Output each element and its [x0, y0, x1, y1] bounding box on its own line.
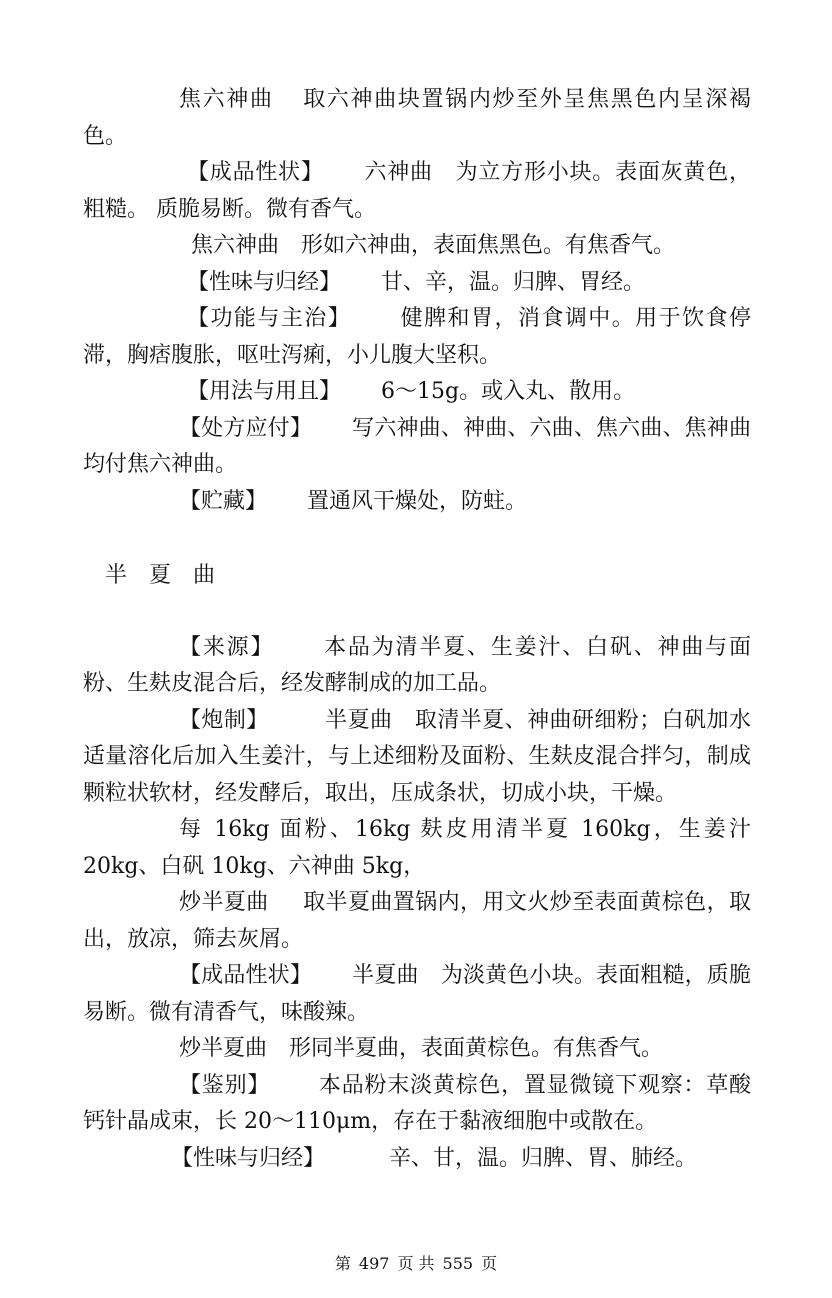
paragraph-yongfa-yongliang — [83, 374, 751, 411]
paragraph-body: 6～15g。或入丸、散用。 — [381, 379, 636, 404]
paragraph-head: 【来源】 — [179, 634, 275, 660]
paragraph-peifang — [83, 812, 751, 885]
paragraph-laiyuan — [83, 630, 751, 703]
paragraph-chao-banxiaqu-xingzhuang — [83, 1031, 751, 1068]
paragraph-body: 健脾和胃，消食调中。用于饮食停滞，胸痞腹胀，呕吐泻痢，小儿腹大坚积。 — [83, 306, 751, 368]
paragraph-head: 【鉴别】 — [179, 1072, 271, 1098]
paragraph-chengpin-xingzhuang — [83, 155, 751, 228]
paragraph-head: 炒半夏曲 — [179, 1036, 268, 1061]
paragraph-body: 写六神曲、神曲、六曲、焦六曲、焦神曲均付焦六神曲。 — [83, 415, 751, 477]
paragraph-head: 焦六神曲 — [179, 87, 274, 112]
paragraph-body: 本品为清半夏、生姜汁、白矾、神曲与面粉、生麸皮混合后，经发酵制成的加工品。 — [83, 634, 751, 696]
paragraph-head: 炒半夏曲 — [179, 890, 269, 915]
paragraph-head: 【成品性状】 — [187, 160, 324, 185]
paragraph-body: 甘、辛，温。归脾、胃经。 — [381, 269, 646, 295]
paragraph-body: 取六神曲块置锅内炒至外呈焦黑色内呈深褐色。 — [83, 87, 751, 149]
paragraph-body: 辛、甘，温。归脾、胃、肺经。 — [389, 1145, 698, 1171]
paragraph-head: 【处方应付】 — [179, 415, 312, 441]
paragraph-body: 取半夏曲置锅内，用文火炒至表面黄棕色，取出，放凉，筛去灰屑。 — [83, 890, 751, 952]
paragraph-chufang-yingfu — [83, 411, 751, 484]
paragraph-head: 【炮制】 — [179, 707, 269, 733]
paragraph-jianbie — [83, 1068, 751, 1141]
paragraph-paozhi — [83, 703, 751, 813]
footer-page-number: 497 — [358, 1254, 390, 1273]
paragraph-head: 【性味与归经】 — [187, 269, 342, 295]
footer-mid: 页 共 — [397, 1254, 435, 1273]
paragraph-body: 形如六神曲，表面焦黑色。有焦香气。 — [301, 233, 676, 258]
paragraph-head: 焦六神曲 — [191, 233, 280, 258]
paragraph-xingwei-guijing-2 — [83, 1141, 751, 1178]
footer-suffix: 页 — [481, 1254, 498, 1273]
paragraph-body: 半夏曲 为淡黄色小块。表面粗糙，质脆易断。微有清香气，味酸辣。 — [83, 963, 751, 1025]
paragraph-head: 【成品性状】 — [179, 963, 312, 988]
paragraph-head: 【性味与归经】 — [171, 1145, 326, 1171]
paragraph-xingwei-guijing — [83, 265, 751, 302]
paragraph-body: 形同半夏曲，表面黄棕色。有焦香气。 — [289, 1036, 664, 1061]
paragraph-gongneng-zhuzhi — [83, 301, 751, 374]
paragraph-body: 每 16kg 面粉、16kg 麸皮用清半夏 160kg，生姜汁 20kg、白矾 10kg、六神曲 5kg， — [83, 817, 751, 879]
paragraph-head: 【功能与主治】 — [187, 306, 352, 331]
footer-total-pages: 555 — [442, 1254, 474, 1273]
paragraph-jiao-liushenqu-xingzhuang — [83, 228, 751, 265]
paragraph-body: 本品粉末淡黄棕色，置显微镜下观察：草酸钙针晶成束，长 20～110μm，存在于黏液细胞中或散在。 — [83, 1072, 751, 1134]
section-title: 半夏曲 — [105, 563, 238, 588]
paragraph-body: 半夏曲 取清半夏、神曲研细粉；白矾加水适量溶化后加入生姜汁，与上述细粉及面粉、生麸皮混合拌匀，制成颗粒状软材，经发酵后，取出，压成条状，切成小块，干燥。 — [83, 707, 751, 806]
paragraph-zhucang — [83, 484, 751, 521]
paragraph-body: 置通风干燥处，防蛀。 — [307, 488, 528, 514]
paragraph-head: 【用法与用且】 — [187, 379, 342, 404]
footer-prefix: 第 — [334, 1254, 351, 1273]
paragraph-head: 【贮藏】 — [179, 488, 268, 514]
document-body — [83, 82, 751, 1177]
paragraph-chao-banxiaqu — [83, 885, 751, 958]
paragraph-jiao-liushenqu — [83, 82, 751, 155]
paragraph-body: 六神曲 为立方形小块。表面灰黄色，粗糙。 质脆易断。微有香气。 — [83, 160, 751, 222]
paragraph-chengpin-xingzhuang-2 — [83, 958, 751, 1031]
page-footer — [0, 1254, 832, 1274]
